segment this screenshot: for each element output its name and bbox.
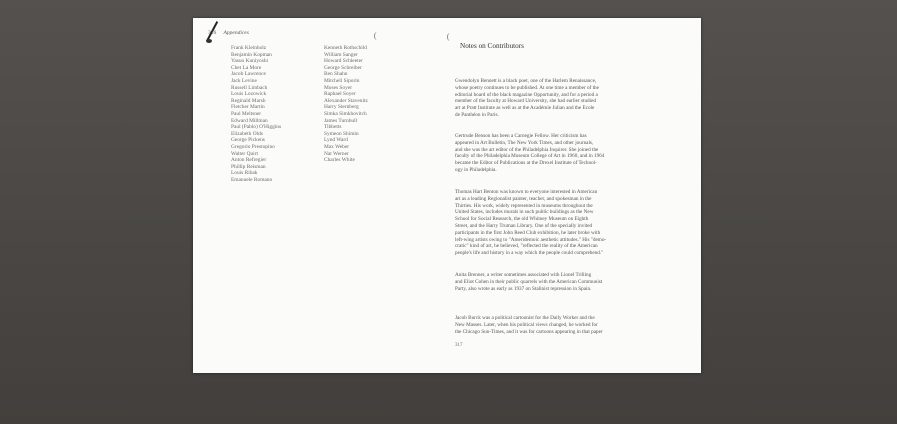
- binding-mark-icon: [374, 32, 380, 40]
- binding-mark-icon: [447, 33, 453, 41]
- names-column-1: [231, 45, 281, 183]
- artist-name: Mitchell Siporin: [324, 77, 360, 84]
- text-line: member of the faculty at Howard University, she had earlier studied: [455, 98, 596, 105]
- artist-name: George Schreiber: [324, 64, 362, 71]
- artist-name: Moses Soyer: [324, 84, 353, 91]
- artist-name: Russell Limbach: [231, 84, 268, 91]
- artist-name: Tibbetts: [324, 124, 342, 131]
- names-column-2: [324, 45, 368, 164]
- text-line: New Masses. Later, when his political views changed, he worked for: [455, 321, 598, 328]
- text-line: Jacob Burck was a political cartoonist for the Daily Worker and the: [455, 315, 595, 321]
- text-line: editorial board of the black magazine Opportunity, and for a period a: [455, 91, 598, 98]
- running-head-title: Appendices: [223, 30, 249, 36]
- artist-name: Reginald Marsh: [231, 97, 266, 104]
- text-line: de Panthéon in Paris.: [455, 111, 499, 118]
- artist-name: Anton Refregier: [231, 157, 267, 164]
- artist-name: Raphael Soyer: [324, 91, 356, 98]
- artist-name: Kenneth Rothschild: [324, 45, 367, 51]
- artist-name: Paul Meltsner: [231, 110, 262, 117]
- artist-name: George Pickens: [231, 137, 265, 144]
- artist-name: Alexander Stavenitz: [324, 97, 368, 104]
- contributor-note: [455, 78, 649, 119]
- contributor-note: [455, 133, 649, 174]
- artist-name: Edward Millman: [231, 117, 268, 124]
- pen-mark-dot: [206, 39, 212, 43]
- artist-name: Harry Sternberg: [324, 104, 359, 111]
- text-line: Party, also wrote as early as 1937 on Stalinist repression in Spain.: [455, 285, 592, 292]
- running-head: [208, 30, 249, 36]
- text-line: whose poetry continues to be published. At one time a member of the: [455, 84, 599, 91]
- artist-name: Jack Levine: [231, 77, 257, 84]
- artist-name: Nat Werner: [324, 150, 349, 157]
- page-title: Notes on Contributors: [460, 42, 524, 50]
- artist-name: Chet La More: [231, 64, 262, 71]
- artist-name: James Turnbull: [324, 117, 358, 124]
- left-page-number: 316: [208, 30, 217, 36]
- text-line: ogy in Philadelphia.: [455, 166, 497, 173]
- artist-name: Benjamin Kopman: [231, 51, 272, 58]
- artist-name: Louis Lozowick: [231, 91, 267, 98]
- text-line: United States, includes murals in such public buildings as the New: [455, 209, 594, 216]
- artist-name: Yasuo Kuniyoshi: [231, 58, 269, 65]
- artist-name: Jacob Lawrence: [231, 71, 266, 78]
- scanned-book-spread: [193, 18, 701, 373]
- artist-name: Walter Quirt: [231, 150, 258, 157]
- text-line: and she was the art editor of the Philadelphia Inquirer. She joined the: [455, 146, 599, 153]
- text-line: art at Pratt Institute as well as at the Académie Julian and the École: [455, 105, 595, 112]
- text-line: Gertrude Benson has been a Carnegie Fellow. Her criticism has: [455, 133, 587, 139]
- text-line: Street, and the Harry Truman Library. One of the specially invited: [455, 222, 593, 229]
- contributor-note: [455, 272, 649, 292]
- text-line: the Chicago Sun-Times, and it was for cartoons appearing in that paper: [455, 328, 603, 335]
- text-line: and Eliot Cohen in their public quarrels with the American Communist: [455, 278, 603, 285]
- text-line: Anita Brenner, a writer sometimes associated with Lionel Trilling: [455, 272, 592, 278]
- text-line: Thirties. His work, widely represented in museums throughout the: [455, 202, 593, 209]
- artist-name: Max Weber: [324, 143, 350, 150]
- contributor-note: [455, 189, 649, 257]
- contributor-note: [455, 315, 649, 335]
- artist-name: Gregorio Prestopino: [231, 143, 275, 150]
- artist-name: Emanuele Romano: [231, 176, 273, 183]
- artist-name: Simka Simkhovitch: [324, 110, 367, 117]
- right-page-number: 317: [455, 343, 463, 348]
- artist-name: Ben Shahn: [324, 71, 348, 78]
- artist-name: Phillip Reisman: [231, 163, 266, 170]
- text-line: left-wing artists owing to "Ameridemoic aesthetic attitudes." His "demo-: [455, 236, 607, 243]
- text-line: became the Editor of Publications at the Drexel Institute of Technol-: [455, 160, 597, 167]
- text-line: Thomas Hart Benton was known to everyone interested in American: [455, 189, 598, 195]
- text-line: people's life and history in a way which the people could comprehend.": [455, 250, 604, 257]
- artist-name: Charles White: [324, 157, 355, 164]
- text-line: Gwendolyn Bennett is a black poet, one of the Harlem Renaissance,: [455, 78, 597, 84]
- text-line: participants in the first John Reed Club exhibition, he later broke with: [455, 229, 601, 236]
- text-line: art as a leading Regionalist painter, teacher, and spokesman in the: [455, 195, 592, 202]
- artist-name: Howard Schleeter: [324, 58, 363, 65]
- artist-name: Lynd Ward: [324, 137, 348, 144]
- text-line: faculty of the Philadelphia Museum College of Art in 1960, and in 1964: [455, 153, 605, 160]
- artist-name: William Sanger: [324, 51, 358, 58]
- artist-name: Frank Kleinholz: [231, 45, 267, 51]
- artist-name: Symeon Shimin: [324, 130, 359, 137]
- text-line: appeared in Art Bulletin, The New York Times, and other journals,: [455, 139, 594, 146]
- artist-name: Fletcher Martin: [231, 104, 265, 111]
- text-line: cratic" kind of art, he believed, "reflected the reality of the American: [455, 243, 598, 250]
- artist-name: Paul (Pablo) O'Higgins: [231, 124, 282, 131]
- text-line: School for Social Research, the old Whitney Museum on Eighth: [455, 216, 589, 223]
- artist-name: Elizabeth Olds: [231, 130, 263, 137]
- artist-name: Louis Ribak: [231, 170, 258, 177]
